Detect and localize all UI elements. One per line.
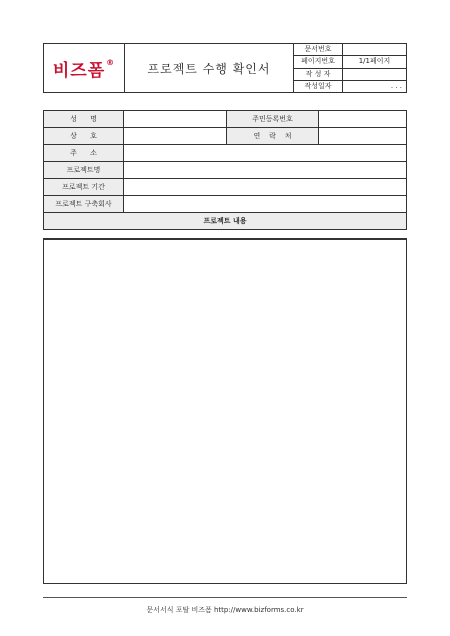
project-period-field[interactable]	[124, 179, 407, 196]
company-field[interactable]	[124, 128, 227, 145]
project-name-label: 프로젝트명	[44, 162, 124, 179]
resident-no-field[interactable]	[319, 111, 407, 128]
project-content-area[interactable]	[43, 238, 407, 584]
name-field[interactable]	[124, 111, 227, 128]
document-title: 프로젝트 수행 확인서	[125, 44, 294, 93]
meta-label-author: 작 성 자	[294, 68, 343, 80]
project-content-heading: 프로젝트 내용	[44, 213, 407, 230]
contact-label: 연 락 처	[227, 128, 319, 145]
meta-value-doc-number[interactable]	[343, 44, 407, 56]
project-client-label: 프로젝트 구축회사	[44, 196, 124, 213]
meta-label-date: 작성일자	[294, 80, 343, 92]
logo-cell	[44, 44, 125, 93]
meta-label-doc-number: 문서번호	[294, 44, 343, 56]
contact-field[interactable]	[319, 128, 407, 145]
document-header	[43, 43, 407, 93]
meta-value-date[interactable]: . . .	[343, 80, 407, 92]
resident-no-label: 주민등록번호	[227, 111, 319, 128]
meta-value-author[interactable]	[343, 68, 407, 80]
meta-label-page-number: 페이지번호	[294, 56, 343, 68]
company-label: 상 호	[44, 128, 124, 145]
project-name-field[interactable]	[124, 162, 407, 179]
address-label: 주 소	[44, 145, 124, 162]
meta-value-page-number[interactable]: 1/1페이지	[343, 56, 407, 68]
project-period-label: 프로젝트 기간	[44, 179, 124, 196]
project-client-field[interactable]	[124, 196, 407, 213]
bizforms-logo: 비즈폼®	[52, 57, 116, 81]
project-form	[43, 110, 407, 230]
footer-divider	[43, 597, 407, 598]
footer-text: 문서서식 포탈 비즈폼 http://www.bizforms.co.kr	[146, 606, 304, 614]
name-label: 성 명	[44, 111, 124, 128]
address-field[interactable]	[124, 145, 407, 162]
